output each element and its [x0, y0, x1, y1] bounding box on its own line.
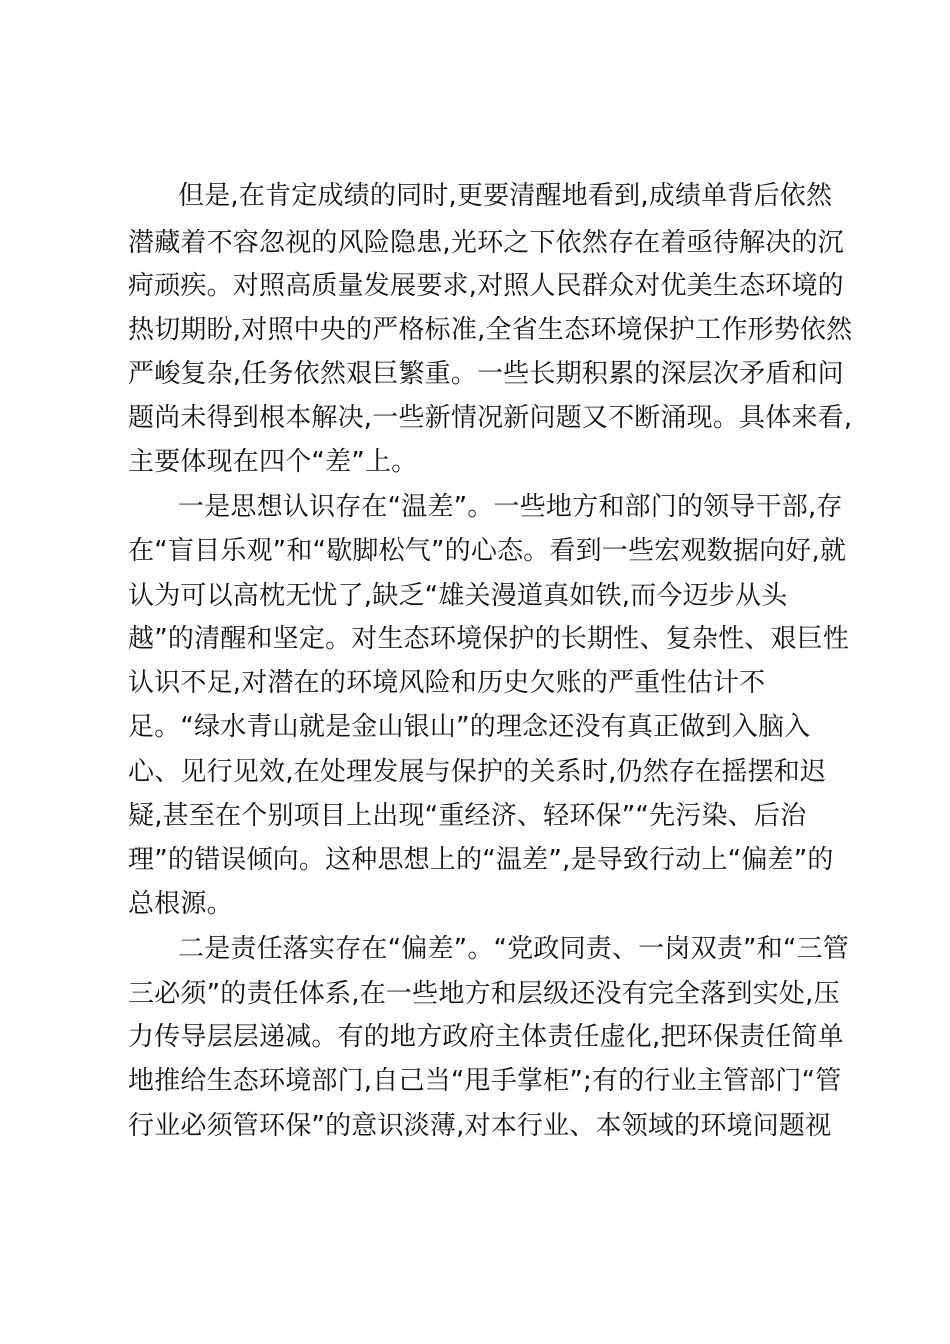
- paragraph-1-line-7: 主要体现在四个“差”上。: [128, 447, 418, 477]
- paragraph-1-line-1: 但是,在肯定成绩的同时,更要清醒地看到,成绩单背后依然: [178, 181, 833, 211]
- paragraph-2-line-1: 一是思想认识存在“温差”。一些地方和部门的领导干部,存: [178, 492, 843, 522]
- paragraph-2-line-3: 认为可以高枕无忧了,缺乏“雄关漫道真如铁,而今迈步从头: [128, 581, 788, 611]
- paragraph-1-line-3: 疴顽疾。对照高质量发展要求,对照人民群众对优美生态环境的: [128, 271, 844, 301]
- paragraph-2-line-5: 认识不足,对潜在的环境风险和历史欠账的严重性估计不: [128, 668, 766, 698]
- paragraph-2-line-10: 总根源。: [128, 889, 233, 919]
- paragraph-3-line-2: 三必须”的责任体系,在一些地方和层级还没有完全落到实处,压: [128, 979, 840, 1009]
- paragraph-2-line-6: 足。“绿水青山就是金山银山”的理念还没有真正做到入脑入: [128, 712, 811, 742]
- paragraph-3-line-5: 行业必须管环保”的意识淡薄,对本行业、本领域的环境问题视: [128, 1111, 832, 1141]
- paragraph-2-line-9: 理”的错误倾向。这种思想上的“温差”,是导致行动上“偏差”的: [128, 845, 834, 875]
- paragraph-3-line-3: 力传导层层递减。有的地方政府主体责任虚化,把环保责任简单: [128, 1022, 844, 1052]
- paragraph-2-line-2: 在“盲目乐观”和“歇脚松气”的心态。看到一些宏观数据向好,就: [128, 536, 847, 566]
- paragraph-3-line-4: 地推给生态环境部门,自己当“甩手掌柜”;有的行业主管部门“管: [128, 1066, 842, 1096]
- paragraph-2-line-4: 越”的清醒和坚定。对生态环境保护的长期性、复杂性、艰巨性: [128, 624, 850, 654]
- paragraph-1-line-5: 严峻复杂,任务依然艰巨繁重。一些长期积累的深层次矛盾和问: [128, 359, 844, 389]
- paragraph-1-line-2: 潜藏着不容忽视的风险隐患,光环之下依然存在着亟待解决的沉: [128, 228, 844, 258]
- paragraph-1-line-4: 热切期盼,对照中央的严格标准,全省生态环境保护工作形势依然: [128, 315, 853, 345]
- paragraph-2-line-8: 疑,甚至在个别项目上出现“重经济、轻环保”“先污染、后治: [128, 801, 807, 831]
- paragraph-2-line-7: 心、见行见效,在处理发展与保护的关系时,仍然存在摇摆和迟: [128, 757, 827, 787]
- paragraph-1-line-6: 题尚未得到根本解决,一些新情况新问题又不断涌现。具体来看,: [128, 403, 853, 433]
- paragraph-3-line-1: 二是责任落实存在“偏差”。“党政同责、一岗双责”和“三管: [178, 934, 849, 964]
